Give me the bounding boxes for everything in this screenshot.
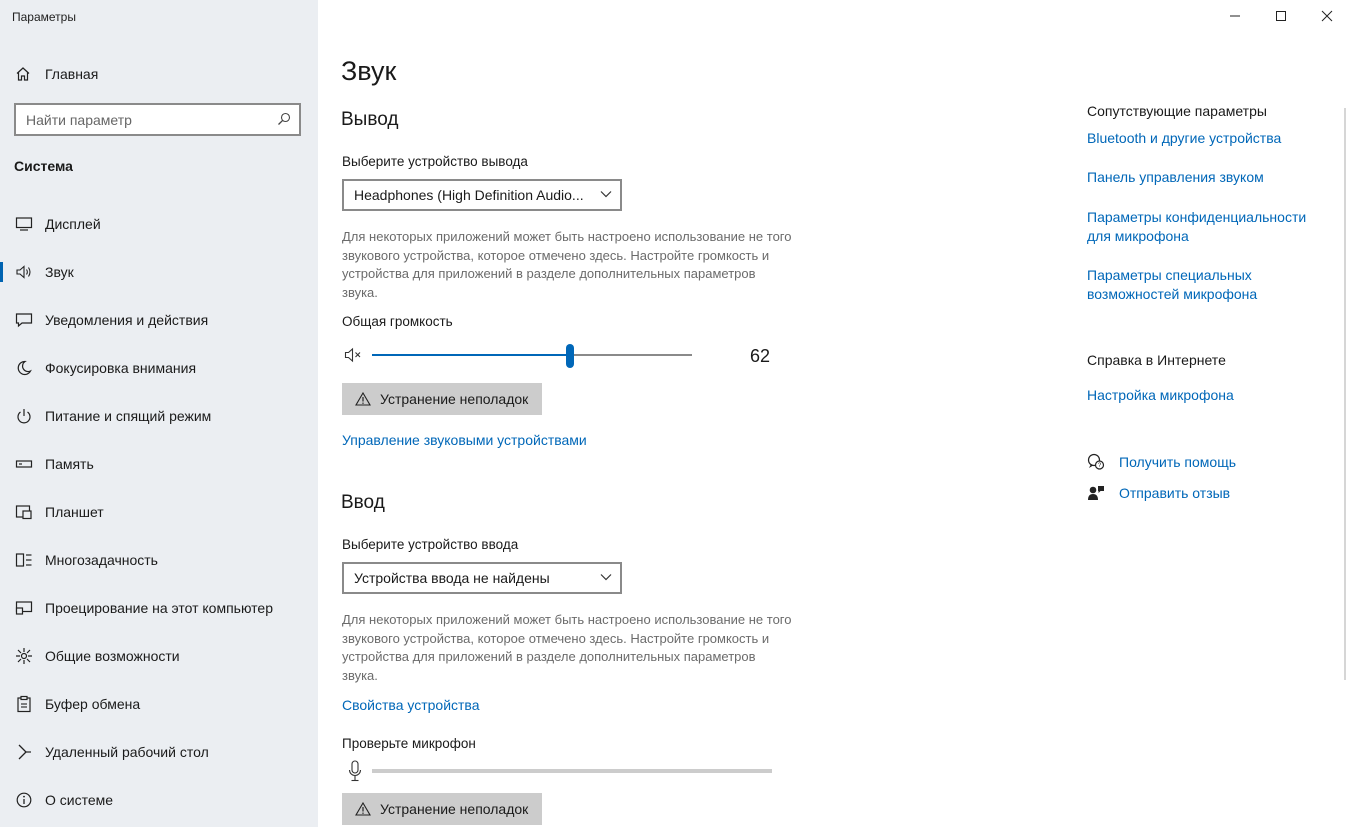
button-label: Устранение неполадок <box>380 801 529 817</box>
sidebar-item-label: О системе <box>45 792 114 808</box>
microphone-setup-link[interactable]: Настройка микрофона <box>1087 387 1234 403</box>
sidebar-item-focus-assist[interactable] <box>0 344 318 392</box>
sidebar-nav <box>0 200 318 824</box>
window-title: Параметры <box>12 10 76 24</box>
notification-icon <box>14 310 34 330</box>
sidebar-item-about[interactable] <box>0 776 318 824</box>
sidebar-item-label: Уведомления и действия <box>45 312 209 328</box>
output-heading: Вывод <box>341 109 399 130</box>
sidebar-item-label: Многозадачность <box>45 552 158 568</box>
sidebar-item-label: Общие возможности <box>45 648 180 664</box>
sidebar-item-sound[interactable] <box>0 248 318 296</box>
home-icon <box>14 65 32 83</box>
home-label: Главная <box>45 66 99 82</box>
output-device-select[interactable] <box>342 179 622 211</box>
remote-icon <box>14 742 34 762</box>
page-title: Звук <box>341 56 397 86</box>
sidebar-item-label: Питание и спящий режим <box>45 408 212 424</box>
svg-text:?: ? <box>1097 463 1102 469</box>
sidebar-item-label: Проецирование на этот компьютер <box>45 600 273 616</box>
chevron-down-icon <box>600 573 612 581</box>
input-troubleshoot-button[interactable] <box>342 793 542 825</box>
section-label-system: Система <box>14 158 73 174</box>
warning-icon <box>355 392 371 406</box>
warning-icon <box>355 802 371 816</box>
feedback-icon <box>1087 484 1105 502</box>
sidebar-item-projecting[interactable] <box>0 584 318 632</box>
sidebar-item-label: Память <box>45 456 94 472</box>
sidebar <box>0 0 318 827</box>
scrollbar[interactable] <box>1344 108 1346 680</box>
send-feedback-label: Отправить отзыв <box>1119 485 1231 501</box>
device-properties-link[interactable]: Свойства устройства <box>342 697 480 713</box>
volume-slider[interactable] <box>372 354 692 356</box>
input-device-select[interactable] <box>342 562 622 594</box>
power-icon <box>14 406 34 426</box>
bluetooth-devices-link[interactable]: Bluetooth и другие устройства <box>1087 130 1282 146</box>
display-icon <box>14 214 34 234</box>
get-help-link[interactable] <box>1087 453 1236 471</box>
output-troubleshoot-button[interactable] <box>342 383 542 415</box>
sidebar-item-display[interactable] <box>0 200 318 248</box>
output-device-value: Headphones (High Definition Audio... <box>354 187 584 203</box>
help-heading: Справка в Интернете <box>1087 352 1226 368</box>
minimize-button[interactable] <box>1212 0 1258 32</box>
related-settings-heading: Сопутствующие параметры <box>1087 103 1267 119</box>
sidebar-item-label: Звук <box>45 264 74 280</box>
input-device-value: Устройства ввода не найдены <box>354 570 550 586</box>
sidebar-item-storage[interactable] <box>0 440 318 488</box>
volume-slider-thumb[interactable] <box>566 344 574 368</box>
chevron-down-icon <box>600 190 612 198</box>
search-box[interactable] <box>14 103 301 136</box>
close-button[interactable] <box>1304 0 1350 32</box>
input-device-label: Выберите устройство ввода <box>342 537 519 552</box>
microphone-accessibility-link[interactable]: Параметры специальных возможностей микрофона <box>1087 267 1258 302</box>
sidebar-item-label: Планшет <box>45 504 104 520</box>
output-device-label: Выберите устройство вывода <box>342 154 528 169</box>
search-icon[interactable] <box>277 112 291 126</box>
manage-sound-devices-link[interactable]: Управление звуковыми устройствами <box>342 432 587 448</box>
microphone-level <box>346 760 776 784</box>
clipboard-icon <box>14 694 34 714</box>
sidebar-item-tablet[interactable] <box>0 488 318 536</box>
microphone-level-bar <box>372 769 772 773</box>
button-label: Устранение неполадок <box>380 391 529 407</box>
test-microphone-label: Проверьте микрофон <box>342 736 476 751</box>
volume-value: 62 <box>750 346 771 366</box>
sidebar-item-remote-desktop[interactable] <box>0 728 318 776</box>
microphone-icon <box>348 760 362 782</box>
speaker-icon <box>14 262 34 282</box>
moon-icon <box>14 358 34 378</box>
maximize-button[interactable] <box>1258 0 1304 32</box>
window-controls <box>1212 0 1350 32</box>
microphone-privacy-link[interactable]: Параметры конфиденциальности для микрофона <box>1087 209 1307 244</box>
sidebar-item-notifications[interactable] <box>0 296 318 344</box>
get-help-label: Получить помощь <box>1119 454 1237 470</box>
sidebar-item-label: Буфер обмена <box>45 696 141 712</box>
info-icon <box>14 790 34 810</box>
input-heading: Ввод <box>341 492 385 513</box>
sidebar-item-shared-experiences[interactable] <box>0 632 318 680</box>
shared-icon <box>14 646 34 666</box>
storage-icon <box>14 454 34 474</box>
search-input[interactable] <box>16 105 266 134</box>
sidebar-item-label: Фокусировка внимания <box>45 360 197 376</box>
volume-label: Общая громкость <box>342 314 453 329</box>
sidebar-item-label: Удаленный рабочий стол <box>45 744 209 760</box>
input-description: Для некоторых приложений может быть настроено использование не того звукового устройства, которое отмечено здесь. Настройте громкость и устройства для приложений в разделе дополнительных параметров звука. <box>342 612 792 683</box>
sidebar-item-clipboard[interactable] <box>0 680 318 728</box>
speaker-mute-icon[interactable] <box>344 346 364 364</box>
home-nav-item[interactable] <box>14 63 98 85</box>
send-feedback-link[interactable] <box>1087 484 1230 502</box>
output-description: Для некоторых приложений может быть настроено использование не того звукового устройства, которое отмечено здесь. Настройте громкость и устройства для приложений в разделе дополнительных параметров звука. <box>342 229 792 300</box>
volume-control <box>344 343 784 369</box>
tablet-icon <box>14 502 34 522</box>
project-icon <box>14 598 34 618</box>
multitask-icon <box>14 550 34 570</box>
sound-control-panel-link[interactable]: Панель управления звуком <box>1087 169 1264 185</box>
volume-slider-fill <box>372 354 570 356</box>
sidebar-item-multitasking[interactable] <box>0 536 318 584</box>
sidebar-item-power[interactable] <box>0 392 318 440</box>
sidebar-item-label: Дисплей <box>45 216 101 232</box>
chat-help-icon <box>1087 453 1105 471</box>
